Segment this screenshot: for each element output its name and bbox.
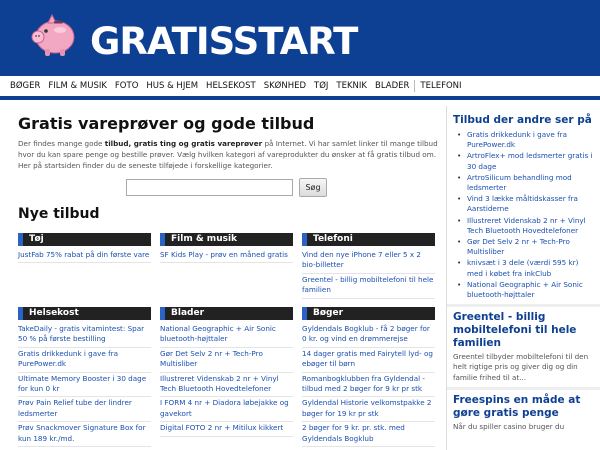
offer-item[interactable] xyxy=(18,422,151,447)
offer-link[interactable]: Gratis drikkedunk i gave fra PurePower.dk xyxy=(18,348,118,369)
sidebar-link[interactable]: Vind 3 lække måltidskasser fra Aarstiderne xyxy=(467,194,578,214)
sidebar-link[interactable]: Gratis drikkedunk i gave fra PurePower.dk xyxy=(467,130,567,150)
sidebar-link[interactable]: Gør Det Selv 2 nr + Tech-Pro Multisliber xyxy=(467,237,570,257)
offer-item[interactable] xyxy=(18,323,151,348)
nav-item-skonhed[interactable]: SKØNHED xyxy=(263,81,307,91)
offer-link[interactable]: Vind den nye iPhone 7 eller 5 x 2 bio-billetter xyxy=(302,250,421,270)
nav-item-foto[interactable]: FOTO xyxy=(114,81,139,91)
sidebar-list-item[interactable] xyxy=(455,237,594,257)
sidebar-top-spacer xyxy=(447,106,600,114)
offer-link[interactable]: Romanbogklubben fra Gyldendal - tilbud med 2 bøger for 9 kr pr stk xyxy=(302,373,426,394)
offer-item[interactable] xyxy=(18,373,151,398)
search-button[interactable]: Søg xyxy=(299,178,327,197)
offer-link[interactable]: National Geographic + Air Sonic bluetooth-højttaler xyxy=(160,324,276,344)
offer-item[interactable] xyxy=(160,422,293,436)
sidebar-list-item[interactable] xyxy=(455,173,594,193)
offer-item[interactable] xyxy=(18,348,151,373)
intro-text-bold: tilbud, gratis ting og gratis vareprøver xyxy=(104,139,263,148)
nav-item-toj[interactable]: TØJ xyxy=(314,81,329,91)
category-header-film-musik[interactable]: Film & musik xyxy=(160,233,293,246)
sidebar-popular-list xyxy=(447,127,600,300)
sidebar-text-greentel: Greentel tilbyder mobiltelefoni til den helt rigtige pris og giver dig og din familie frihed til at... xyxy=(453,352,589,382)
category-header-toj[interactable]: Tøj xyxy=(18,233,151,246)
category-block-boger xyxy=(302,307,435,447)
intro-text-start: Der findes mange gode xyxy=(18,139,105,148)
main-content xyxy=(0,106,446,450)
sidebar-list-item[interactable] xyxy=(455,130,594,150)
offer-item[interactable] xyxy=(160,348,293,373)
offer-link[interactable]: Greentel - billig mobiltelefoni til hele familien xyxy=(302,274,434,295)
intro-text xyxy=(18,139,440,171)
category-block-film-musik xyxy=(160,233,293,263)
offer-item[interactable] xyxy=(302,422,435,447)
category-header-telefoni[interactable]: Telefoni xyxy=(302,233,435,246)
offer-item[interactable] xyxy=(302,274,435,299)
site-header xyxy=(0,0,600,76)
sidebar-list-item[interactable] xyxy=(455,258,594,278)
offer-item[interactable] xyxy=(302,249,435,274)
nav-item-helsekost[interactable]: HELSEKOST xyxy=(206,81,256,91)
offer-link[interactable]: I FORM 4 nr + Diadora løbejakke og gavekort xyxy=(160,398,289,418)
nav-item-telefoni[interactable]: TELEFONI xyxy=(420,81,462,91)
offer-link[interactable]: SF Kids Play - prøv en måned gratis xyxy=(160,250,288,259)
sidebar-list-item[interactable] xyxy=(455,216,594,236)
sidebar-heading-greentel[interactable]: Greentel - billig mobiltelefoni til hele familien xyxy=(453,311,577,350)
offer-item[interactable] xyxy=(160,323,293,348)
offer-item[interactable] xyxy=(302,397,435,422)
site-logo-text[interactable]: GRATISSTART xyxy=(90,20,358,63)
sidebar-list-item[interactable] xyxy=(455,151,594,171)
offer-link[interactable]: Ultimate Memory Booster i 30 dage for kun 0 kr xyxy=(18,373,147,394)
offer-link[interactable]: Gyldendal Historie velkomstpakke 2 bøger for 19 kr pr stk xyxy=(302,398,432,418)
sidebar-link[interactable]: ArtroFlex+ mod ledsmerter gratis i 30 dage xyxy=(467,151,593,171)
sidebar-heading-freespins[interactable]: Freespins en måde at gøre gratis penge xyxy=(453,393,581,419)
offer-item[interactable] xyxy=(160,249,293,263)
nav-divider xyxy=(414,80,415,92)
offer-item[interactable] xyxy=(302,348,435,373)
sidebar-link[interactable]: Illustreret Videnskab 2 nr + Vinyl Tech Bluetooth Hovedtelefoner xyxy=(467,215,586,235)
offer-link[interactable]: 2 bøger for 9 kr. pr. stk. med Gyldendals Bogklub xyxy=(302,423,405,443)
page-title: Gratis vareprøver og gode tilbud xyxy=(18,114,315,133)
nav-item-blader[interactable]: BLADER xyxy=(375,81,410,91)
category-block-blader xyxy=(160,307,293,437)
offer-link[interactable]: Digital FOTO 2 nr + Mitilux kikkert xyxy=(160,423,284,433)
category-header-boger[interactable]: Bøger xyxy=(302,307,435,320)
nav-item-teknik[interactable]: TEKNIK xyxy=(336,81,367,91)
offer-link[interactable]: Gyldendals Bogklub - få 2 bøger for 0 kr. og vind en drømmerejse xyxy=(302,324,430,344)
offer-link[interactable]: Gør Det Selv 2 nr + Tech-Pro Multisliber xyxy=(160,348,263,369)
offer-link[interactable]: Illustreret Videnskab 2 nr + Vinyl Tech Bluetooth Hovedtelefoner xyxy=(160,373,279,394)
sidebar xyxy=(446,106,600,450)
category-header-blader[interactable]: Blader xyxy=(160,307,293,320)
sidebar-link[interactable]: knivsæt i 3 dele (værdi 595 kr) med i købet fra inkClub xyxy=(467,258,579,278)
offer-item[interactable] xyxy=(302,323,435,348)
sidebar-text-freespins: Når du spiller casino bruger du xyxy=(453,421,565,431)
nav-item-hus-hjem[interactable]: HUS & HJEM xyxy=(146,81,199,91)
offer-item[interactable] xyxy=(302,373,435,398)
nav-item-film-musik[interactable]: FILM & MUSIK xyxy=(48,81,107,91)
offer-item[interactable] xyxy=(18,249,151,263)
search-input[interactable] xyxy=(126,179,293,196)
sidebar-divider xyxy=(447,387,600,390)
offer-item[interactable] xyxy=(18,397,151,422)
nav-item-boger[interactable]: BØGER xyxy=(10,81,41,91)
offer-item[interactable] xyxy=(160,373,293,398)
sidebar-link[interactable]: ArtroSilicum behandling mod ledsmerter xyxy=(467,172,572,193)
category-block-helsekost xyxy=(18,307,151,447)
sidebar-heading-popular: Tilbud der andre ser på xyxy=(453,114,592,126)
sidebar-link[interactable]: National Geographic + Air Sonic bluetooth-højttaler xyxy=(467,279,583,300)
sidebar-divider xyxy=(447,304,600,307)
category-block-telefoni xyxy=(302,233,435,299)
intro-text-end: på Internet. Vi har samlet linker til mange tilbud hvor du kan spare penge og bestille prøver. Vælg hvilken kategori af vareprodukter du ønsker at få gratis tilbud om. Her på startsiden finder du de seneste tilføjede i forskellige kategorier. xyxy=(18,139,438,170)
offer-link[interactable]: JustFab 75% rabat på din første vare xyxy=(18,250,150,259)
main-navigation xyxy=(0,76,600,100)
offer-link[interactable]: Prøv Pain Relief tube der lindrer ledsmerter xyxy=(18,398,132,418)
category-block-toj xyxy=(18,233,151,263)
offer-link[interactable]: Prøv Snackmover Signature Box for kun 189 kr./md. xyxy=(18,423,146,443)
section-title-new-offers: Nye tilbud xyxy=(18,206,100,222)
offer-link[interactable]: TakeDaily - gratis vitamintest: Spar 50 % på første bestilling xyxy=(18,324,145,344)
piggy-bank-icon[interactable] xyxy=(28,8,80,60)
sidebar-list-item[interactable] xyxy=(455,194,594,214)
offer-link[interactable]: 14 dager gratis med Fairytell lyd- og ebøger til børn xyxy=(302,348,433,369)
category-header-helsekost[interactable]: Helsekost xyxy=(18,307,151,320)
offer-item[interactable] xyxy=(160,397,293,422)
sidebar-list-item[interactable] xyxy=(455,280,594,300)
